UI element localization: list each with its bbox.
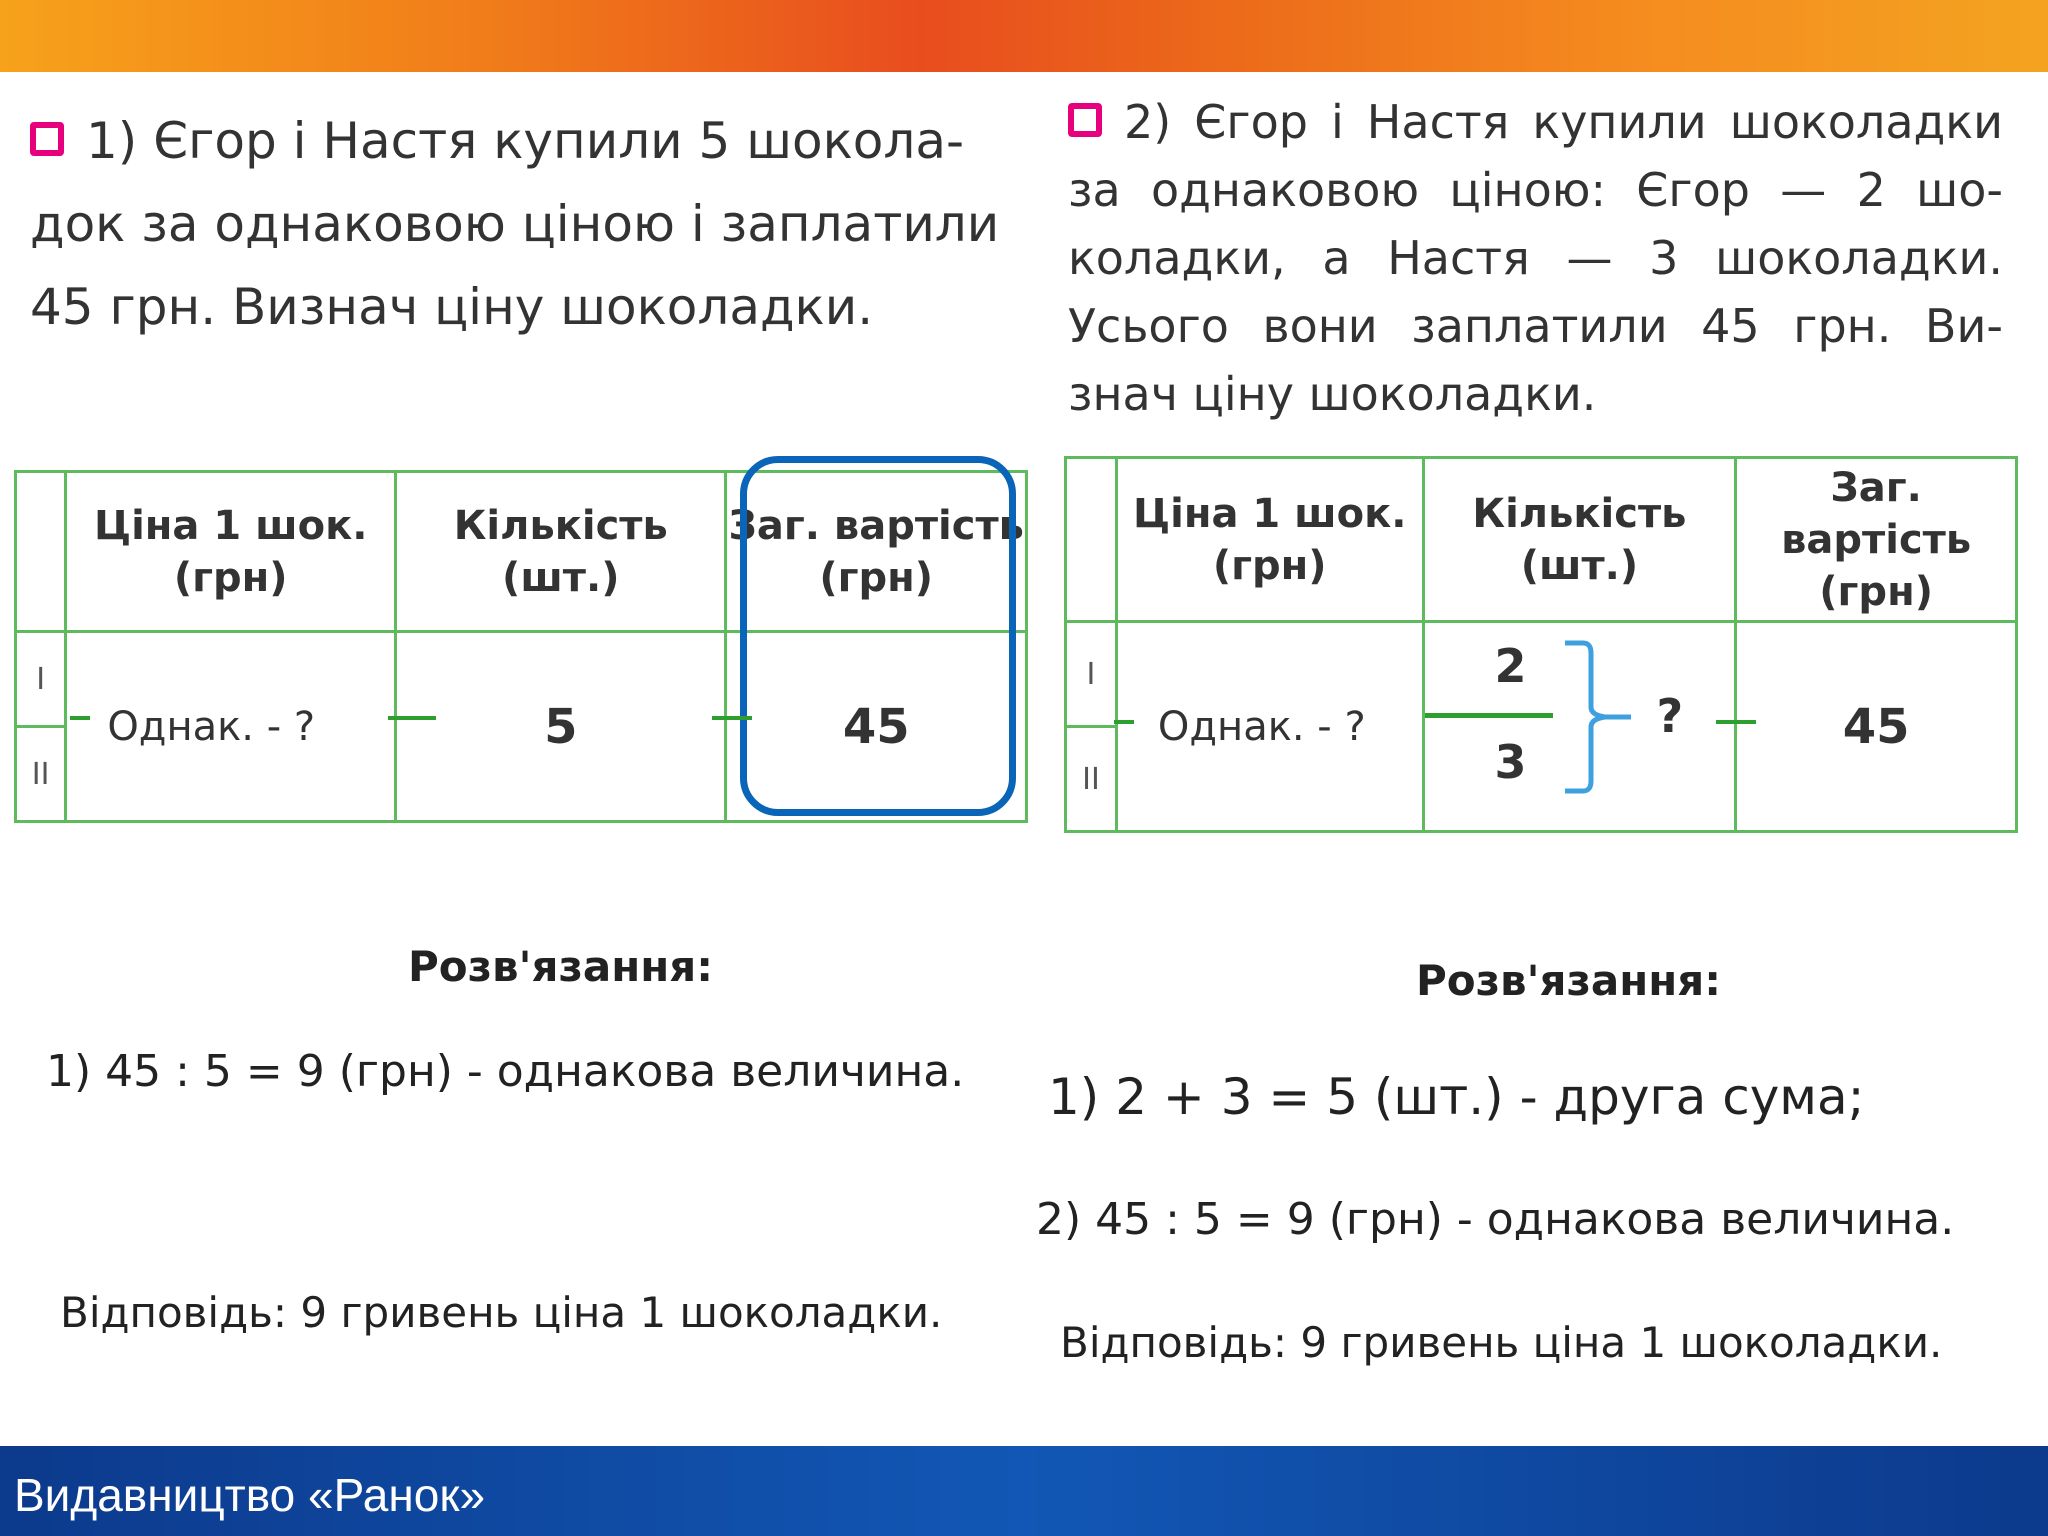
- table-corner-cell: [1066, 458, 1117, 622]
- total-highlight-frame: [740, 456, 1016, 816]
- row-label-1: I: [16, 632, 66, 727]
- solution-1-title: Розв'язання:: [408, 942, 713, 991]
- task-1-line: 1) Єгор і Настя купили 5 шокола-: [86, 112, 965, 170]
- connector-line: [1114, 720, 1134, 724]
- task-2-text: [1068, 88, 2003, 428]
- quantity-egor: 2: [1494, 639, 1527, 693]
- header-total: Заг. вартість (грн): [726, 472, 1027, 632]
- curly-brace-icon: [1555, 637, 1635, 797]
- solution-2-title: Розв'язання:: [1416, 956, 1721, 1005]
- table-corner-cell: [16, 472, 66, 632]
- connector-line: [1425, 713, 1553, 718]
- solution-2-answer: Відповідь: 9 гривень ціна 1 шоколадки.: [1060, 1318, 1943, 1367]
- row-label-2: II: [1066, 727, 1117, 832]
- connector-line: [70, 716, 90, 720]
- cell-total: 45: [1736, 622, 2017, 832]
- cell-total: 45: [726, 632, 1027, 822]
- header-total: Заг. вартість (грн): [1736, 458, 2017, 622]
- cell-same-price: Однак. - ?: [66, 632, 396, 822]
- row-label-2: II: [16, 727, 66, 822]
- cell-quantity-group: [1423, 622, 1736, 832]
- publisher-label: Видавництво «Ранок»: [14, 1469, 486, 1521]
- top-banner: [0, 0, 2048, 72]
- row-label-1: I: [1066, 622, 1117, 727]
- task-2-line: знач ціну шоколадки.: [1068, 367, 1597, 421]
- quantity-sum-question: ?: [1656, 689, 1684, 743]
- task-2-line: Усього вони заплатили 45 грн. Ви-: [1068, 299, 2003, 353]
- task-1-line: 45 грн. Визнач ціну шоколадки.: [30, 278, 874, 336]
- checkbox-icon: [30, 122, 64, 156]
- solution-2-step-2: 2) 45 : 5 = 9 (грн) - однакова величина.: [1036, 1194, 1955, 1245]
- task-1-line: док за однаковою ціною і заплатили: [30, 195, 1000, 253]
- task-2-table: [1064, 456, 2018, 833]
- header-quantity: Кількість (шт.): [396, 472, 726, 632]
- task-1-text: [30, 100, 1040, 349]
- connector-line: [1716, 720, 1756, 724]
- solution-2-step-1: 1) 2 + 3 = 5 (шт.) - друга сума;: [1048, 1068, 1865, 1126]
- connector-line: [712, 716, 752, 720]
- task-2-line: за однаковою ціною: Єгор — 2 шо-: [1068, 163, 2003, 217]
- header-price: Ціна 1 шок. (грн): [1116, 458, 1423, 622]
- solution-1-step-1: 1) 45 : 5 = 9 (грн) - однакова величина.: [46, 1046, 965, 1097]
- header-quantity: Кількість (шт.): [1423, 458, 1736, 622]
- connector-line: [388, 716, 436, 720]
- cell-quantity: 5: [396, 632, 726, 822]
- task-2-line: 2) Єгор і Настя купили шоколадки: [1124, 95, 2003, 149]
- quantity-nastia: 3: [1494, 735, 1527, 789]
- header-price: Ціна 1 шок. (грн): [66, 472, 396, 632]
- solution-1-answer: Відповідь: 9 гривень ціна 1 шоколадки.: [60, 1288, 943, 1337]
- checkbox-icon: [1068, 103, 1102, 137]
- cell-same-price: Однак. - ?: [1116, 622, 1423, 832]
- task-2-line: коладки, а Настя — 3 шоколадки.: [1068, 231, 2003, 285]
